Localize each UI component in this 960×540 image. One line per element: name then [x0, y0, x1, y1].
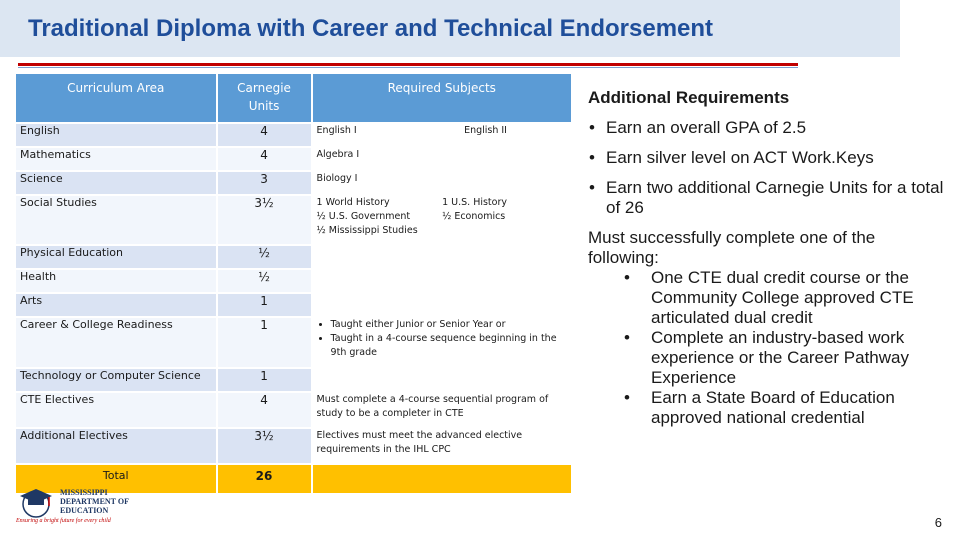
subject-item: ½ U.S. Government — [316, 211, 411, 222]
row-area: Arts — [16, 294, 216, 316]
title-divider-red — [18, 63, 798, 66]
row-units: 4 — [218, 393, 311, 427]
row-subjects — [313, 294, 571, 316]
row-area: Health — [16, 270, 216, 292]
row-units: 1 — [218, 318, 311, 367]
row-units: 3½ — [218, 196, 311, 244]
subject-item: ½ Mississippi Studies — [316, 225, 418, 236]
subject-item: Algebra I — [316, 149, 360, 160]
row-note: Must complete a 4-course sequential program of study to be a completer in CTE — [313, 393, 571, 427]
list-item: • Earn silver level on ACT Work.Keys — [588, 148, 950, 168]
table-header-row — [16, 74, 571, 122]
row-area: CTE Electives — [16, 393, 216, 427]
row-subjects — [313, 318, 571, 367]
table-row — [16, 369, 571, 391]
list-item: • Earn two additional Carnegie Units for a total of 26 — [588, 178, 950, 218]
must-complete-intro: Must successfully complete one of the following: — [588, 228, 876, 267]
requirements-list — [588, 118, 950, 218]
subject-item: 1 U.S. History — [442, 197, 507, 208]
additional-requirements-heading: Additional Requirements — [588, 88, 790, 107]
list-item: • Earn a State Board of Education approved national credential — [588, 388, 950, 428]
curriculum-table — [14, 72, 573, 495]
row-units: 4 — [218, 124, 311, 146]
logo-line: MISSISSIPPI — [60, 488, 108, 497]
row-area: English — [16, 124, 216, 146]
requirement-bullets — [317, 318, 567, 360]
list-item: • Earn an overall GPA of 2.5 — [588, 118, 950, 138]
table-row — [16, 393, 571, 427]
list-item: • Taught in a 4-course sequence beginning in the 9th grade — [331, 332, 567, 360]
list-item: • Taught either Junior or Senior Year or — [331, 318, 567, 332]
page-number: 6 — [934, 515, 942, 530]
total-label: Total — [16, 465, 216, 493]
subject-item: 1 World History — [316, 197, 390, 208]
header-curriculum-area: Curriculum Area — [16, 74, 216, 122]
table-row — [16, 270, 571, 292]
subject-item: Biology I — [316, 173, 358, 184]
row-area: Social Studies — [16, 196, 216, 244]
row-units: 1 — [218, 294, 311, 316]
mde-logo — [14, 485, 144, 529]
header-required-subjects: Required Subjects — [313, 74, 571, 122]
table-row — [16, 318, 571, 367]
row-area: Additional Electives — [16, 429, 216, 463]
table-row — [16, 294, 571, 316]
list-item: • One CTE dual credit course or the Community College approved CTE articulated dual credit — [588, 268, 950, 328]
row-subjects — [313, 270, 571, 292]
row-units: ½ — [218, 246, 311, 268]
row-subjects — [313, 369, 571, 391]
row-subjects — [313, 172, 571, 194]
subject-item: English I — [316, 125, 357, 136]
additional-requirements-panel — [588, 88, 950, 428]
table-row — [16, 429, 571, 463]
table-row — [16, 246, 571, 268]
graduation-cap-icon — [16, 485, 56, 519]
list-item: • Complete an industry-based work experience or the Career Pathway Experience — [588, 328, 950, 388]
subject-item: English II — [464, 125, 507, 136]
title-bar — [0, 0, 900, 57]
row-area: Physical Education — [16, 246, 216, 268]
row-subjects — [313, 196, 571, 244]
row-units: 3½ — [218, 429, 311, 463]
row-units: 1 — [218, 369, 311, 391]
table-row — [16, 196, 571, 244]
table-row — [16, 148, 571, 170]
subject-item: ½ Economics — [442, 211, 506, 222]
logo-line: DEPARTMENT OF — [60, 497, 129, 506]
completion-options-list — [588, 268, 950, 428]
row-note: Electives must meet the advanced elective requirements in the IHL CPC — [313, 429, 571, 463]
total-subjects — [313, 465, 571, 493]
row-units: ½ — [218, 270, 311, 292]
row-subjects — [313, 124, 571, 146]
table-row — [16, 124, 571, 146]
row-area: Science — [16, 172, 216, 194]
logo-line: EDUCATION — [60, 506, 109, 515]
total-units: 26 — [218, 465, 311, 493]
header-carnegie-units: Carnegie Units — [218, 74, 311, 122]
row-units: 4 — [218, 148, 311, 170]
row-area: Technology or Computer Science — [16, 369, 216, 391]
logo-tagline: Ensuring a bright future for every child — [16, 518, 111, 524]
row-subjects — [313, 246, 571, 268]
row-area: Career & College Readiness — [16, 318, 216, 367]
row-units: 3 — [218, 172, 311, 194]
table-row — [16, 172, 571, 194]
slide-title: Traditional Diploma with Career and Technical Endorsement — [28, 15, 714, 42]
row-area: Mathematics — [16, 148, 216, 170]
title-divider-blue — [18, 67, 798, 68]
row-subjects — [313, 148, 571, 170]
